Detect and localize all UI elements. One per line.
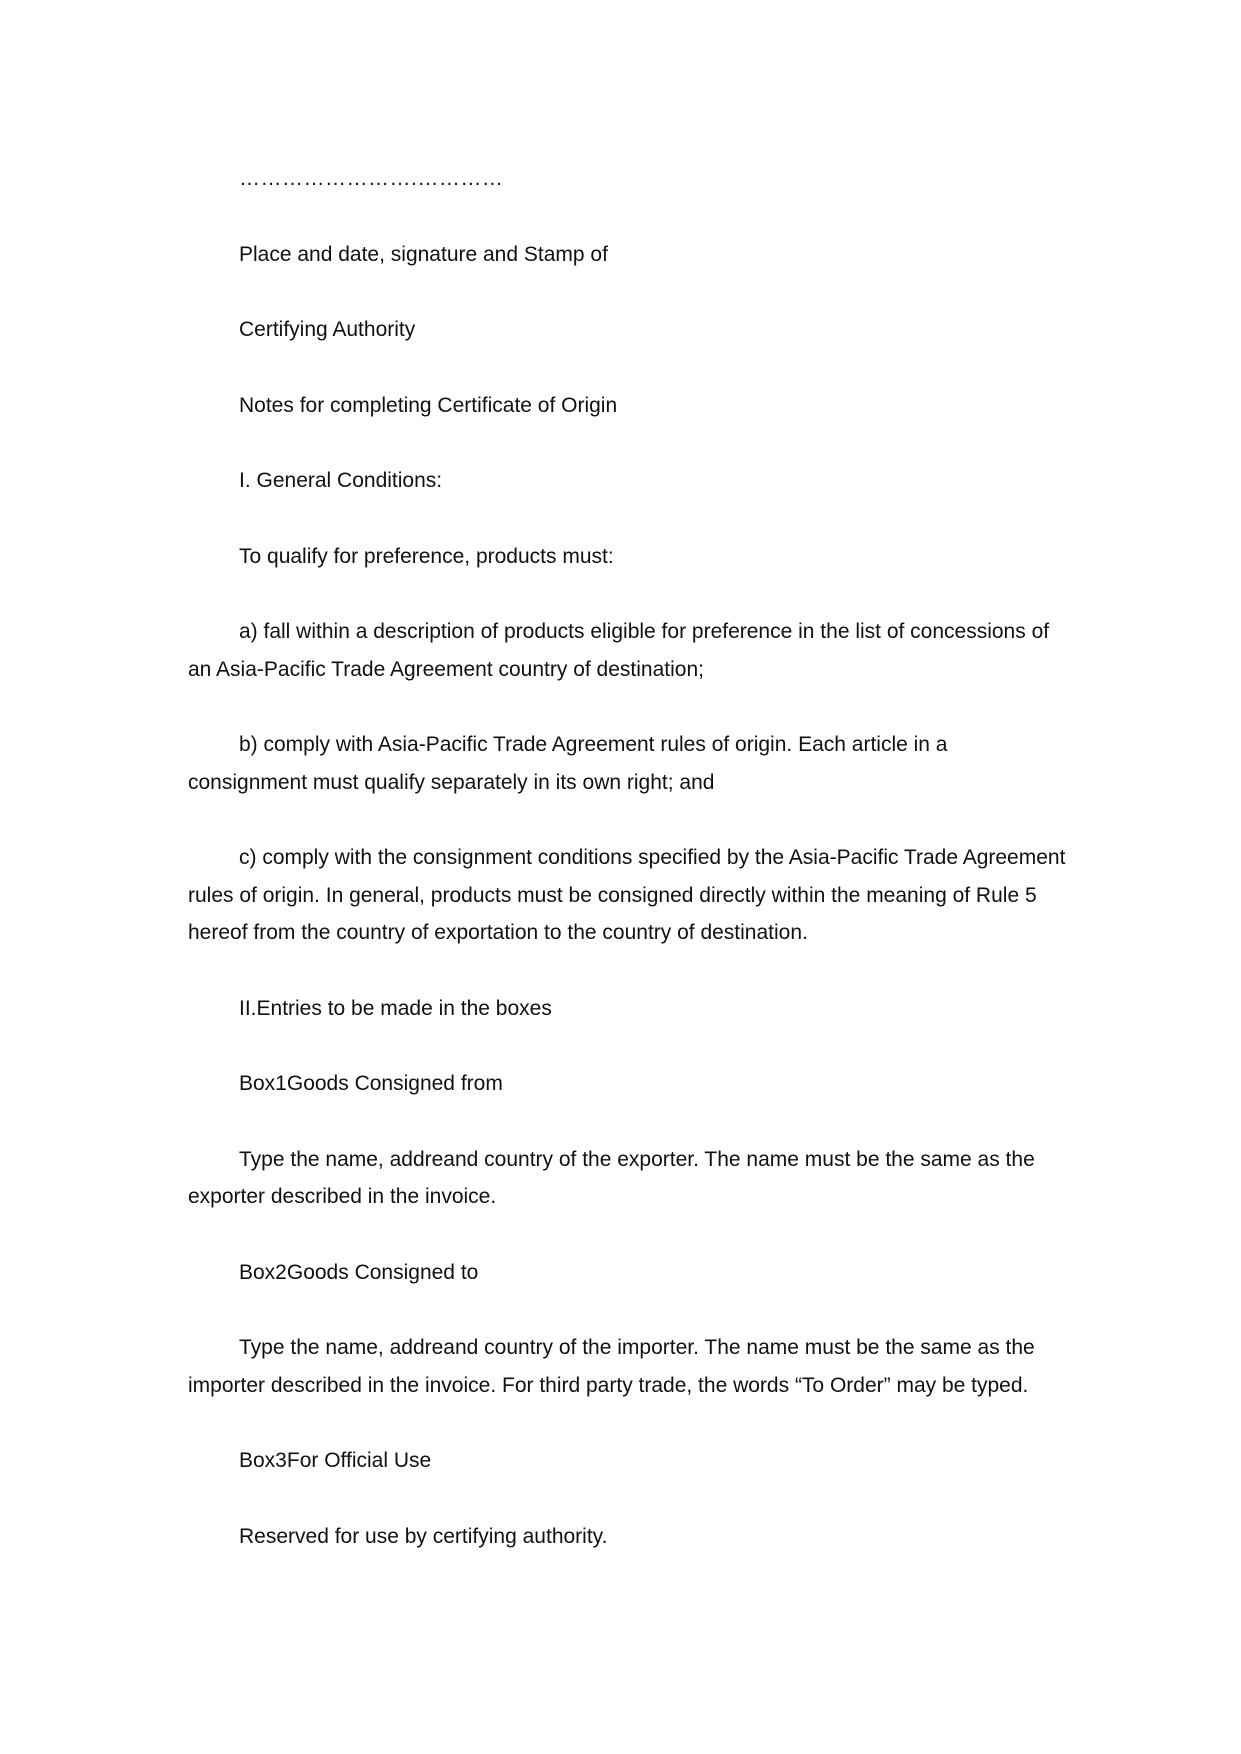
signature-caption: Place and date, signature and Stamp of [239,242,608,266]
box2-heading: Box2Goods Consigned to [239,1260,479,1284]
certifying-authority-label: Certifying Authority [239,318,416,341]
entries-heading: II.Entries to be made in the boxes [239,996,552,1020]
box1-heading: Box1Goods Consigned from [239,1072,503,1095]
general-conditions-heading: I. General Conditions: [239,469,443,492]
qualify-intro-paragraph: To qualify for preference, products must: [239,544,614,568]
document-body [188,160,1068,1593]
notes-heading: Notes for completing Certificate of Origin [239,393,618,417]
signature-dotted-line: …………………….………… [239,167,504,190]
condition-a-paragraph: a) fall within a description of products eligible for preference in the list of concessions of an Asia-Pacific Trade Agreement country of destination; [188,620,1050,681]
condition-c-paragraph: c) comply with the consignment conditions specified by the Asia-Pacific Trade Agreement rules of origin. In general, products must be consigned directly within the meaning of Rule 5 hereof from the country of exportation to the country of destination. [188,846,1066,944]
box1-description: Type the name, addreand country of the exporter. The name must be the same as the exporter described in the invoice. [188,1147,1035,1208]
box3-heading: Box3For Official Use [239,1449,432,1472]
box3-description: Reserved for use by certifying authority. [239,1524,608,1548]
box2-description: Type the name, addreand country of the importer. The name must be the same as the importer described in the invoice. For third party trade, the words “To Order” may be typed. [188,1336,1035,1397]
condition-b-paragraph: b) comply with Asia-Pacific Trade Agreement rules of origin. Each article in a consignment must qualify separately in its own right; and [188,733,948,794]
